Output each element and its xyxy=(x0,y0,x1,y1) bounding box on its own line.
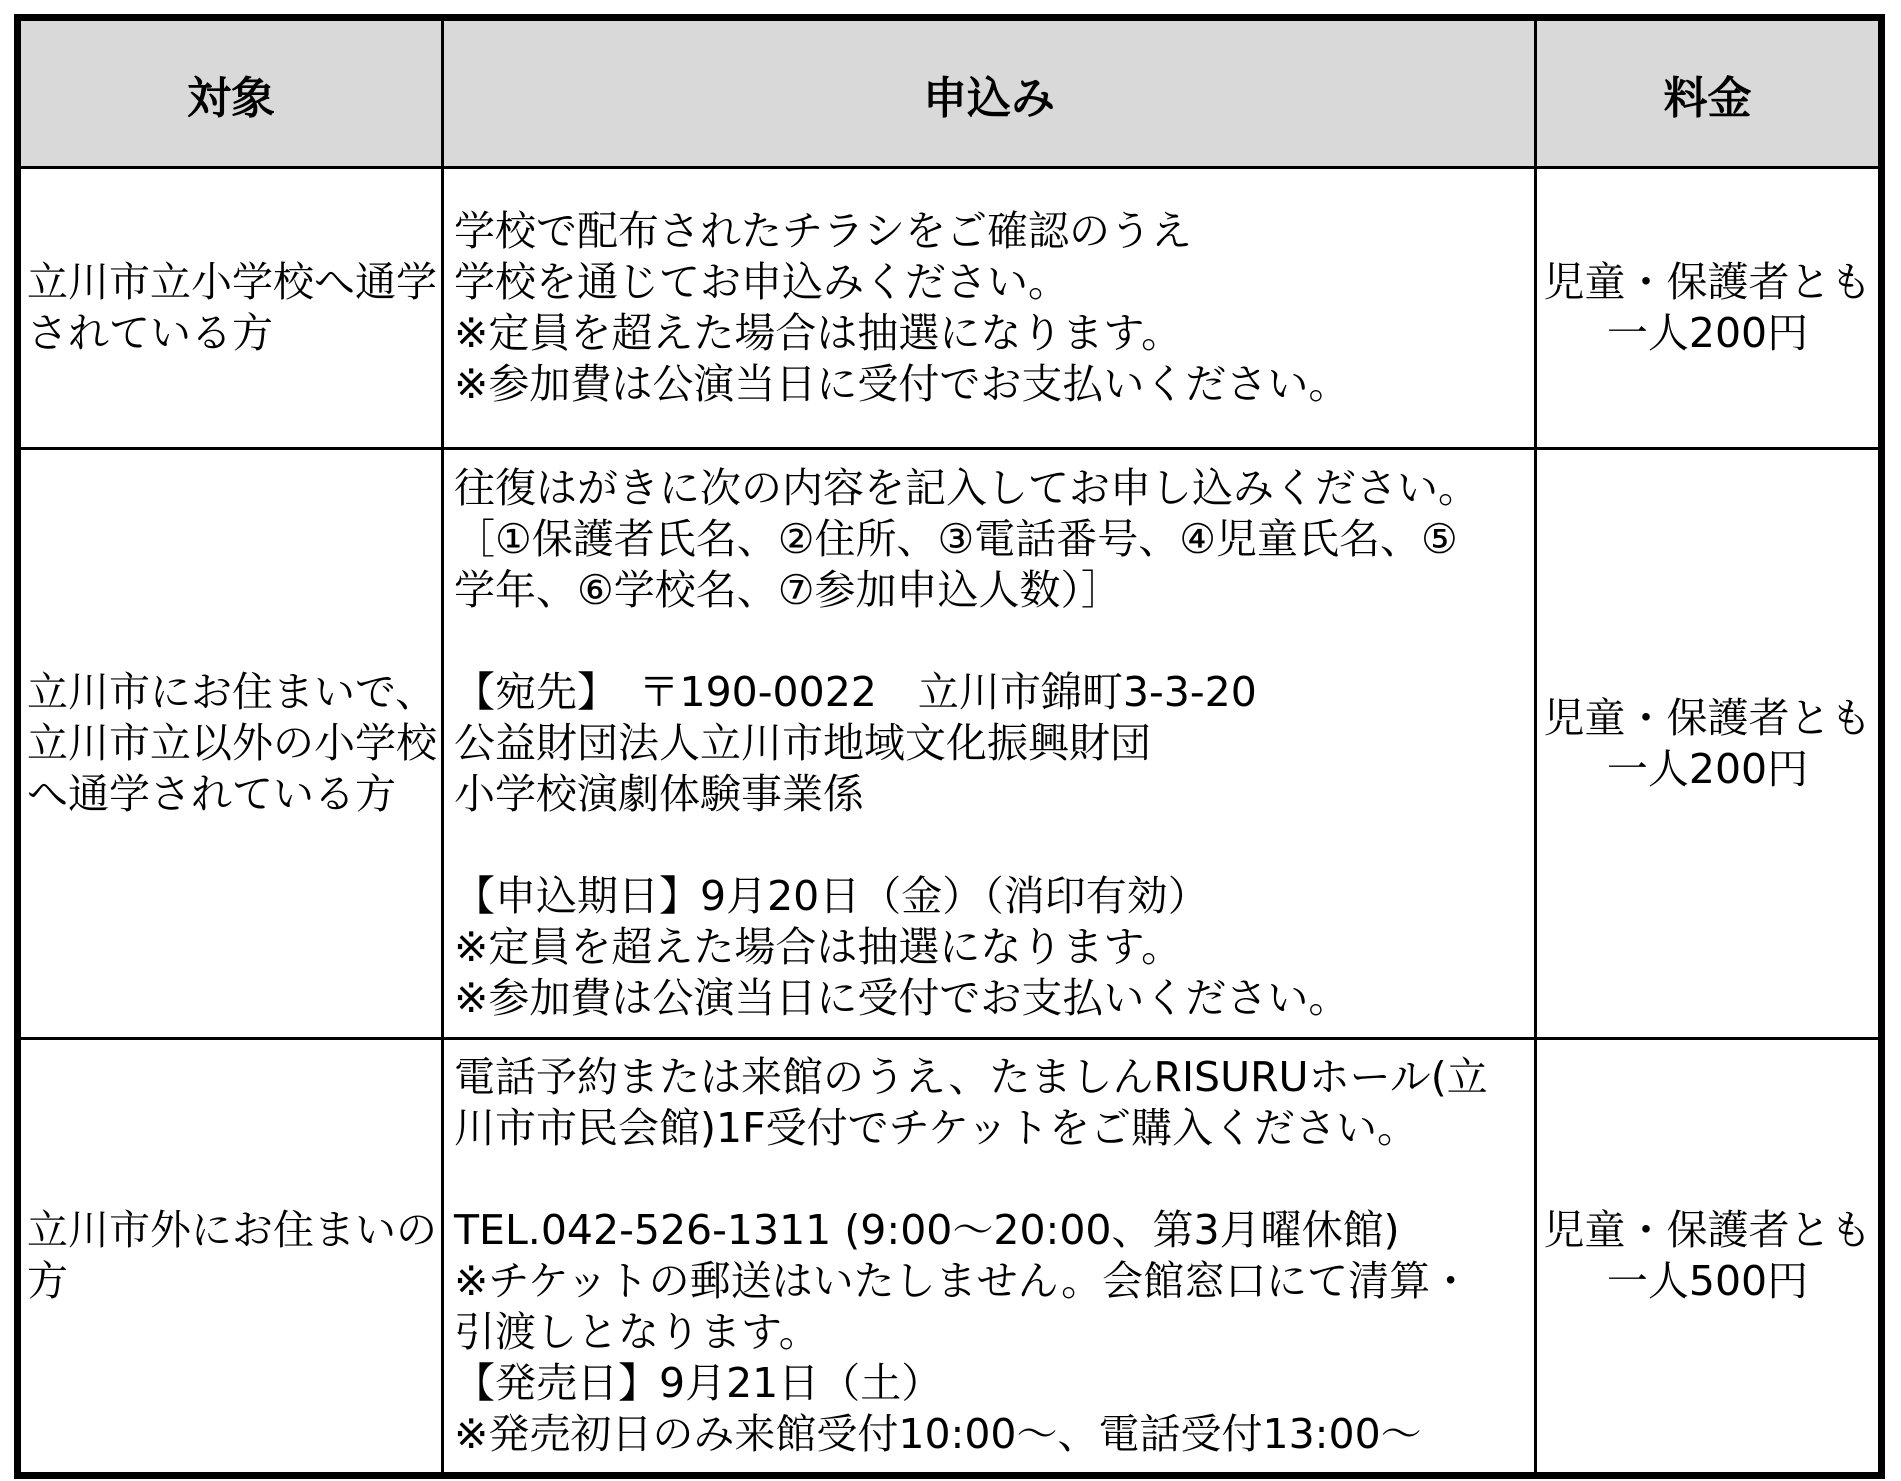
table-row xyxy=(18,1039,1882,1476)
fee-line: 一人200円 xyxy=(1606,744,1809,793)
fee-line: 一人500円 xyxy=(1606,1257,1809,1305)
fee-line: 児童・保護者とも xyxy=(1543,693,1872,742)
header-row xyxy=(18,18,1882,168)
fee-cell xyxy=(1536,449,1882,1039)
application-line: 【宛先】 〒190-0022 立川市錦町3-3-20 xyxy=(454,668,1257,716)
application-line: ※定員を超えた場合は抽選になります。 xyxy=(454,923,1183,971)
blank-line xyxy=(454,616,1524,667)
application-line: ［①保護者氏名、②住所、③電話番号、④児童氏名、⑤ xyxy=(454,515,1458,563)
application-line: 【発売日】9月21日（土） xyxy=(454,1359,943,1407)
fee-cell xyxy=(1536,1039,1882,1476)
application-line: 学校を通じてお申込みください。 xyxy=(454,258,1069,306)
application-line: ※定員を超えた場合は抽選になります。 xyxy=(454,309,1183,357)
fee-line: 児童・保護者とも xyxy=(1543,258,1872,306)
table-row xyxy=(18,168,1882,449)
application-line: 学年、⑥学校名、⑦参加申込人数）］ xyxy=(454,566,1123,614)
header-target: 対象 xyxy=(18,18,443,168)
target-cell: 立川市立小学校へ通学されている方 xyxy=(18,168,443,449)
application-cell xyxy=(443,449,1536,1039)
application-cell xyxy=(443,1039,1536,1476)
application-line: 学校で配布されたチラシをご確認のうえ xyxy=(454,207,1192,255)
application-line: 往復はがきに次の内容を記入してお申し込みください。 xyxy=(454,464,1479,512)
application-line: ※チケットの郵送はいたしません。会館窓口にて清算・ xyxy=(454,1257,1472,1305)
blank-line xyxy=(454,1154,1524,1205)
header-application: 申込み xyxy=(443,18,1536,168)
application-line: ※発売初日のみ来館受付10:00～、電話受付13:00～ xyxy=(454,1410,1422,1458)
table-row xyxy=(18,449,1882,1039)
application-line: ※参加費は公演当日に受付でお支払いください。 xyxy=(454,360,1350,408)
fee-line: 一人200円 xyxy=(1606,309,1809,357)
application-line: 【申込期日】9月20日（金）（消印有効） xyxy=(454,872,1209,920)
application-line: ※参加費は公演当日に受付でお支払いください。 xyxy=(454,974,1350,1022)
header-fee: 料金 xyxy=(1536,18,1882,168)
target-cell: 立川市にお住まいで、立川市立以外の小学校へ通学されている方 xyxy=(18,449,443,1039)
fee-line: 児童・保護者とも xyxy=(1543,1206,1872,1254)
application-line: 電話予約または来館のうえ、たましんRISURUホール(立 xyxy=(454,1053,1488,1101)
application-line: 川市市民会館)1F受付でチケットをご購入ください。 xyxy=(454,1104,1418,1152)
application-line: 小学校演劇体験事業係 xyxy=(454,770,864,818)
fee-table xyxy=(14,14,1885,1479)
application-line: 公益財団法人立川市地域文化振興財団 xyxy=(454,719,1151,767)
blank-line xyxy=(454,820,1524,871)
application-line: TEL.042-526-1311 (9:00～20:00、第3月曜休館) xyxy=(454,1206,1400,1254)
application-cell xyxy=(443,168,1536,449)
target-cell: 立川市外にお住まいの方 xyxy=(18,1039,443,1476)
fee-cell xyxy=(1536,168,1882,449)
application-line: 引渡しとなります。 xyxy=(454,1308,820,1356)
